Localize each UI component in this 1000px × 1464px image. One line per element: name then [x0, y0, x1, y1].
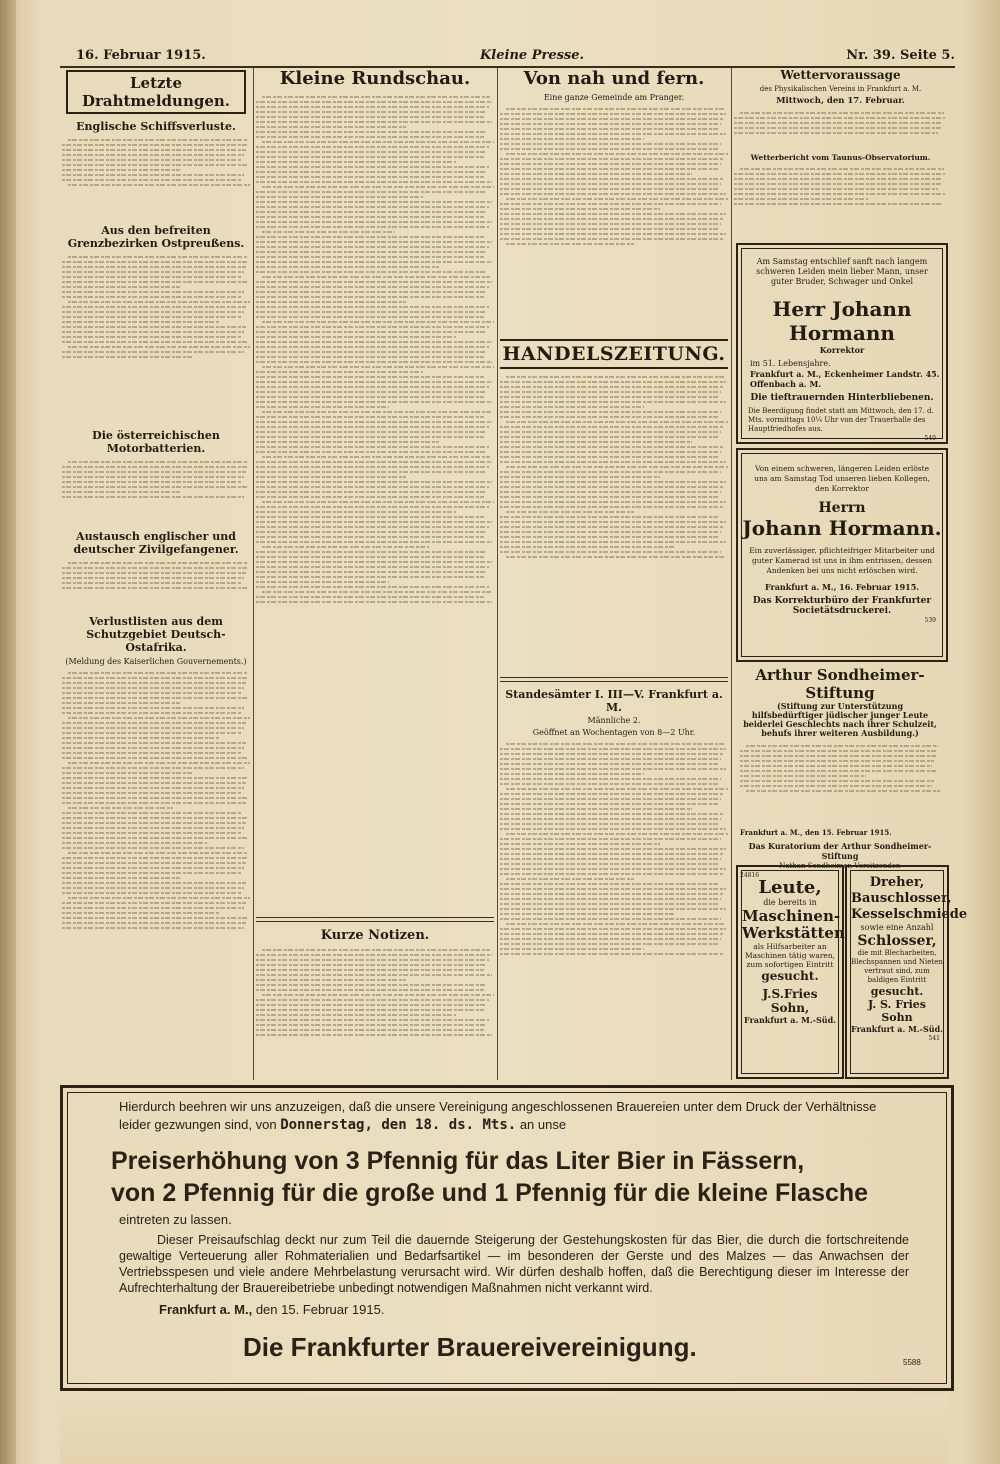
brewery-place: Frankfurt a. M., — [159, 1302, 253, 1317]
obituary-ad-colleagues — [736, 448, 948, 662]
obituary2-herr: Herrn — [818, 500, 866, 516]
foundation-text — [740, 742, 940, 828]
section-title-rundschau: Kleine Rundschau. — [279, 68, 471, 89]
job-ad-leute-line2: als Hilfsarbeiter an Maschinen tätig waren, zum sofortigen Eintritt — [744, 942, 836, 969]
subheadline-pranger: Eine ganze Gemeinde am Pranger. — [543, 93, 685, 102]
job-ad-dreher-title: Dreher, Bauschlosser, Kesselschmiede — [851, 875, 968, 922]
page-header — [60, 48, 955, 68]
headline-standesaemter: Standesämter I. III—V. Frankfurt a. M. — [505, 688, 723, 714]
section-title-handelszeitung: HANDELSZEITUNG. — [500, 339, 728, 369]
brewery-place-date: den 15. Februar 1915. — [255, 1302, 385, 1317]
page-binding — [0, 0, 16, 1464]
weather-report-title: Wetterbericht vom Taunus-Observatorium. — [750, 153, 931, 162]
page-bottom-margin — [60, 1395, 948, 1464]
column-kleine-rundschau — [256, 68, 494, 1080]
obituary2-number: 539 — [924, 617, 936, 624]
brewery-intro-end: an unse — [519, 1117, 567, 1132]
brewery-advertisement — [60, 1085, 954, 1391]
foundation-signature: Nathan Sondheimer, Vorsitzender. — [779, 862, 901, 870]
brewery-date: Donnerstag, den 18. ds. Mts. — [280, 1117, 517, 1133]
standesaemter-sub: Männliche 2. — [587, 716, 641, 725]
article-text — [256, 946, 494, 1096]
headline-grenzbezirke: Aus den befreiten Grenzbezirken Ostpreußens. — [67, 224, 245, 250]
brewery-place-line — [159, 1302, 949, 1317]
headline-schiffsverluste: Englische Schiffsverluste. — [76, 120, 236, 133]
weather-title: Wettervoraussage — [780, 68, 901, 82]
job-ad-dreher — [845, 865, 968, 1079]
obituary2-name: Johann Hormann. — [742, 516, 942, 540]
article-text — [62, 559, 250, 609]
brewery-eintreten: eintreten zu lassen. — [119, 1212, 232, 1227]
job-ad-dreher-number: 541 — [928, 1035, 940, 1042]
weather-text — [734, 109, 947, 153]
obituary-place1: Frankfurt a. M., Eckenheimer Landstr. 45. — [750, 369, 940, 379]
weather-table — [734, 165, 947, 235]
job-ad-leute-title: Leute, — [758, 877, 822, 898]
brewery-signature: Die Frankfurter Brauereivereinigung. — [243, 1332, 697, 1362]
job-ad-dreher-line1: sowie eine Anzahl — [860, 923, 934, 932]
foundation-title: Arthur Sondheimer-Stiftung — [755, 666, 925, 702]
header-date: 16. Februar 1915. — [76, 48, 206, 63]
weather-date: Mittwoch, den 17. Februar. — [776, 96, 905, 106]
job-ad-dreher-big: Schlosser, — [857, 933, 937, 949]
article-text — [62, 458, 250, 524]
header-issue: Nr. 39. Seite 5. — [846, 48, 955, 63]
column-rule — [731, 68, 732, 1080]
section-title-drahtmeldungen: Letzte Drahtmeldungen. — [66, 70, 246, 114]
job-ad-dreher-city: Frankfurt a. M.-Süd. — [851, 1024, 943, 1034]
obituary-mourners: Die tieftrauernden Hinterbliebenen. — [750, 393, 934, 403]
obituary-age: im 51. Lebensjahre. — [750, 359, 831, 368]
brewery-number: 5588 — [903, 1358, 921, 1367]
weather-source: des Physikalischen Vereins in Frankfurt a. M. — [759, 85, 922, 93]
obituary-number: 540 — [924, 435, 936, 442]
job-ad-dreher-gesucht: gesucht. — [870, 985, 924, 998]
registry-listing — [500, 740, 728, 1090]
obituary2-from: Das Korrekturbüro der Frankfurter Societätsdruckerei. — [752, 596, 932, 616]
job-ad-leute-line1: die bereits in — [763, 898, 817, 907]
headline-austausch: Austausch englischer und deutscher Zivilgefangener. — [73, 530, 239, 556]
standesaemter-hours: Geöffnet an Wochentagen von 8—2 Uhr. — [532, 728, 696, 737]
column-rule — [253, 68, 254, 1080]
obituary2-intro: Von einem schweren, längeren Leiden erlöste uns am Samstag Tod unseren lieben Kollegen, den Korrektor — [754, 464, 930, 493]
brewery-intro-text: Hierdurch beehren wir uns anzuzeigen, daß die unsere Vereinigung angeschlossenen Brauereien unter dem Druck der Verhältnisse leider gezwungen sind, von — [119, 1099, 877, 1132]
job-ad-leute-city: Frankfurt a. M.-Süd. — [744, 1015, 836, 1025]
foundation-notice — [736, 666, 944, 879]
brewery-body: Dieser Preisaufschlag deckt nur zum Teil die dauernde Steigerung der Gestehungskosten für das Bier, die durch die fortschreitende gewaltige Verteuerung aller Rohmaterialien und Bedarfsartikel — im besonderen der Gerste und des Malzes — das Anwachsen der Vertriebsspesen und viele andere Mehrbelastung verursacht wird. Wir dürfen deshalb hoffen, daß die Berechtigung dieser im Interesse der Aufrechterhaltung der Brauereibetriebe unbedingt notwendigen Maßnahmen nicht verkannt wird. — [119, 1233, 909, 1295]
brewery-intro — [119, 1098, 909, 1134]
headline-motorbatterien: Die österreichischen Motorbatterien. — [92, 429, 220, 455]
job-ad-leute-gesucht: gesucht. — [761, 969, 819, 983]
obituary-name: Herr Johann Hormann — [772, 297, 912, 345]
divider — [256, 917, 494, 922]
brewery-headline-1: Preiserhöhung von 3 Pfennig für das Liter Bier in Fässern, — [111, 1147, 805, 1175]
obituary2-text: Ein zuverlässiger, pflichteifriger Mitarbeiter und guter Kamerad ist uns in ihm entrissen, dessen Andenken bei uns nicht erlöschen wird. — [749, 546, 935, 575]
column-von-nah-und-fern — [500, 68, 728, 1080]
obituary-place2: Offenbach a. M. — [750, 379, 822, 389]
article-text — [62, 136, 250, 218]
section-title-nah-fern: Von nah und fern. — [523, 68, 705, 89]
article-text — [256, 93, 494, 913]
obituary-ad-family — [736, 243, 948, 444]
article-text — [62, 253, 250, 423]
article-text — [62, 669, 250, 1089]
divider — [500, 677, 728, 682]
job-ad-leute — [736, 865, 844, 1079]
foundation-number: 24816 — [740, 872, 760, 879]
subheadline-verlustlisten: (Meldung des Kaiserlichen Gouvernements.) — [65, 657, 247, 666]
headline-kurze-notizen: Kurze Notizen. — [320, 928, 430, 943]
article-text — [500, 105, 728, 333]
foundation-date: Frankfurt a. M., den 15. Februar 1915. — [740, 828, 892, 837]
foundation-board: Das Kuratorium der Arthur Sondheimer-Stiftung — [748, 841, 932, 861]
brewery-headline-2: von 2 Pfennig für die große und 1 Pfennig für die kleine Flasche — [111, 1179, 869, 1207]
job-ad-leute-big: Maschinen-Werkstätten — [742, 907, 845, 942]
article-text — [500, 373, 728, 673]
obituary2-date: Frankfurt a. M., 16. Februar 1915. — [764, 582, 920, 592]
column-rule — [497, 68, 498, 1080]
job-ad-leute-firm: J.S.Fries Sohn, — [762, 987, 818, 1015]
obituary-intro: Am Samstag entschlief sanft nach langem schweren Leiden mein lieber Mann, unser guter Bruder, Schwager und Onkel — [756, 257, 928, 286]
column-latest-news — [62, 68, 250, 1080]
job-ad-dreher-line2: die mit Blecharbeiten, Blechspannen und Nieten vertraut sind, zum baldigen Eintritt — [851, 949, 943, 984]
header-paper-name: Kleine Presse. — [480, 48, 585, 63]
obituary-role: Korrektor — [819, 345, 865, 355]
job-ad-dreher-firm: J. S. Fries Sohn — [867, 998, 926, 1024]
obituary-funeral: Die Beerdigung findet statt am Mittwoch, den 17. d. Mts. vormittags 10¼ Uhr von der Trauerhalle des Hauptfriedhofes aus. — [748, 407, 934, 433]
headline-verlustlisten: Verlustlisten aus dem Schutzgebiet Deutsch-Ostafrika. — [86, 615, 226, 654]
foundation-subtitle: (Stiftung zur Unterstützung hilfsbedürftiger jüdischer junger Leute beiderlei Geschlechts nach ihrer Schulzeit, behufs ihrer weiteren Ausbildung.) — [743, 701, 937, 738]
